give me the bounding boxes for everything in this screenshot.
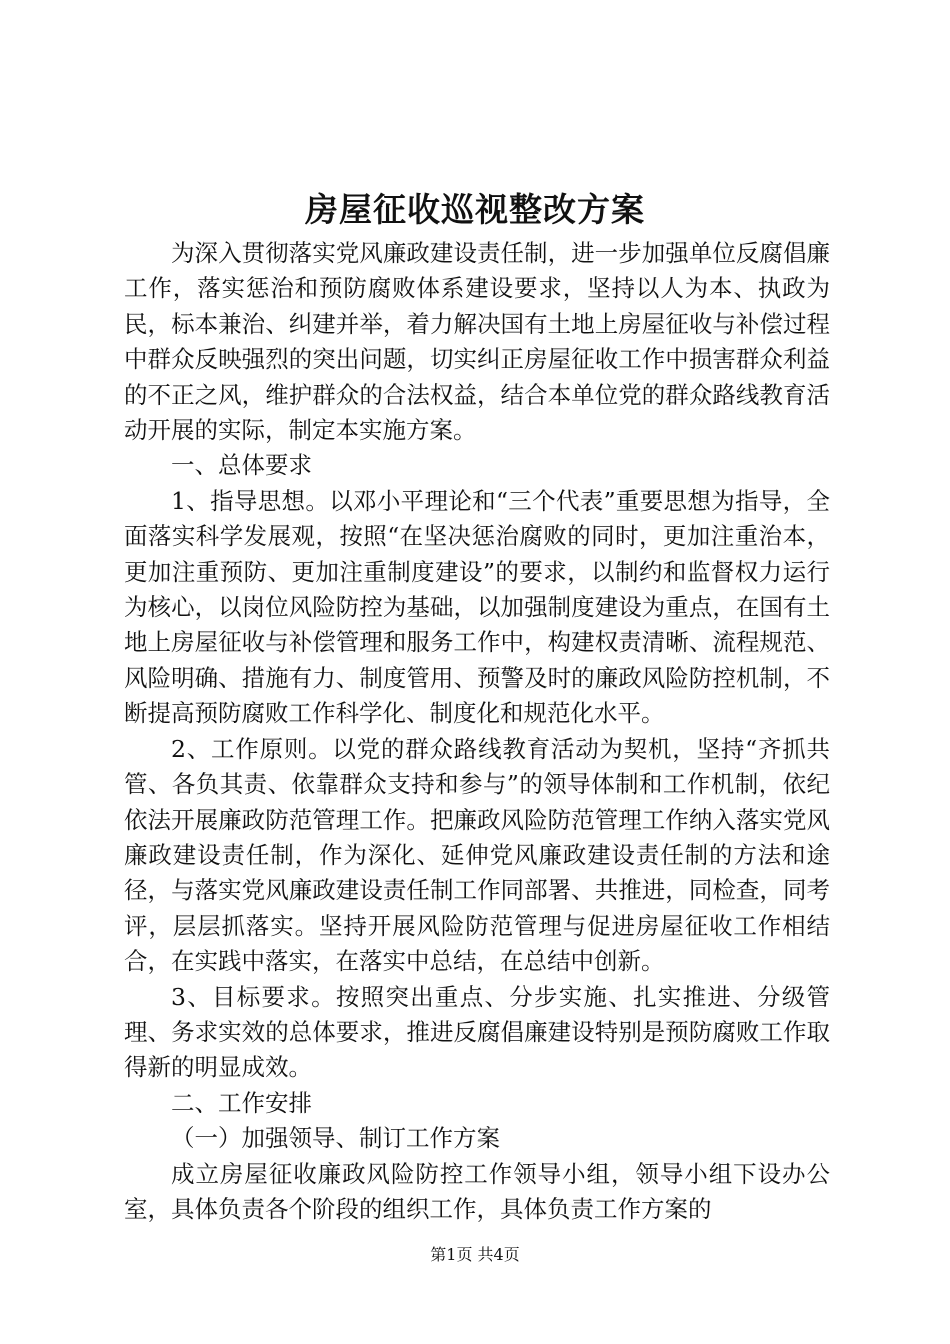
section-heading-work-arrangement: 二、工作安排 <box>171 1088 312 1117</box>
page-number-footer: 第1页 共4页 <box>430 1245 520 1264</box>
subsection-heading-leadership: （一）加强领导、制订工作方案 <box>171 1124 500 1153</box>
paragraph-work-principles: 2、工作原则。以党的群众路线教育活动为契机，坚持“齐抓共管、各负其责、依靠群众支持和参与”的领导体制和工作机制，依纪依法开展廉政防范管理工作。把廉政风险防范管理工作纳入落实党风廉政建设责任制，作为深化、延伸党风廉政建设责任制的方法和途径，与落实党风廉政建设责任制工作同部署、共推进，同检查，同考评，层层抓落实。坚持开展风险防范管理与促进房屋征收工作相结合，在实践中落实，在落实中总结，在总结中创新。 <box>124 734 830 976</box>
intro-paragraph: 为深入贯彻落实党风廉政建设责任制，进一步加强单位反腐倡廉工作，落实惩治和预防腐败体系建设要求，坚持以人为本、执政为民，标本兼治、纠建并举，着力解决国有土地上房屋征收与补偿过程中群众反映强烈的突出问题，切实纠正房屋征收工作中损害群众利益的不正之风，维护群众的合法权益，结合本单位党的群众路线教育活动开展的实际，制定本实施方案。 <box>124 239 830 445</box>
paragraph-guiding-ideology: 1、指导思想。以邓小平理论和“三个代表”重要思想为指导，全面落实科学发展观，按照“在坚决惩治腐败的同时，更加注重治本，更加注重预防、更加注重制度建设”的要求，以制约和监督权力运行为核心，以岗位风险防控为基础，以加强制度建设为重点，在国有土地上房屋征收与补偿管理和服务工作中，构建权责清晰、流程规范、风险明确、措施有力、制度管用、预警及时的廉政风险防控机制，不断提高预防腐败工作科学化、制度化和规范化水平。 <box>124 486 830 728</box>
document-body <box>124 236 830 1227</box>
paragraph-target-requirements: 3、目标要求。按照突出重点、分步实施、扎实推进、分级管理、务求实效的总体要求，推进反腐倡廉建设特别是预防腐败工作取得新的明显成效。 <box>124 982 830 1082</box>
section-heading-general-requirements: 一、总体要求 <box>171 451 312 480</box>
paragraph-leading-group: 成立房屋征收廉政风险防控工作领导小组，领导小组下设办公室，具体负责各个阶段的组织工作，具体负责工作方案的 <box>124 1159 830 1223</box>
document-title: 房屋征收巡视整改方案 <box>305 190 645 229</box>
